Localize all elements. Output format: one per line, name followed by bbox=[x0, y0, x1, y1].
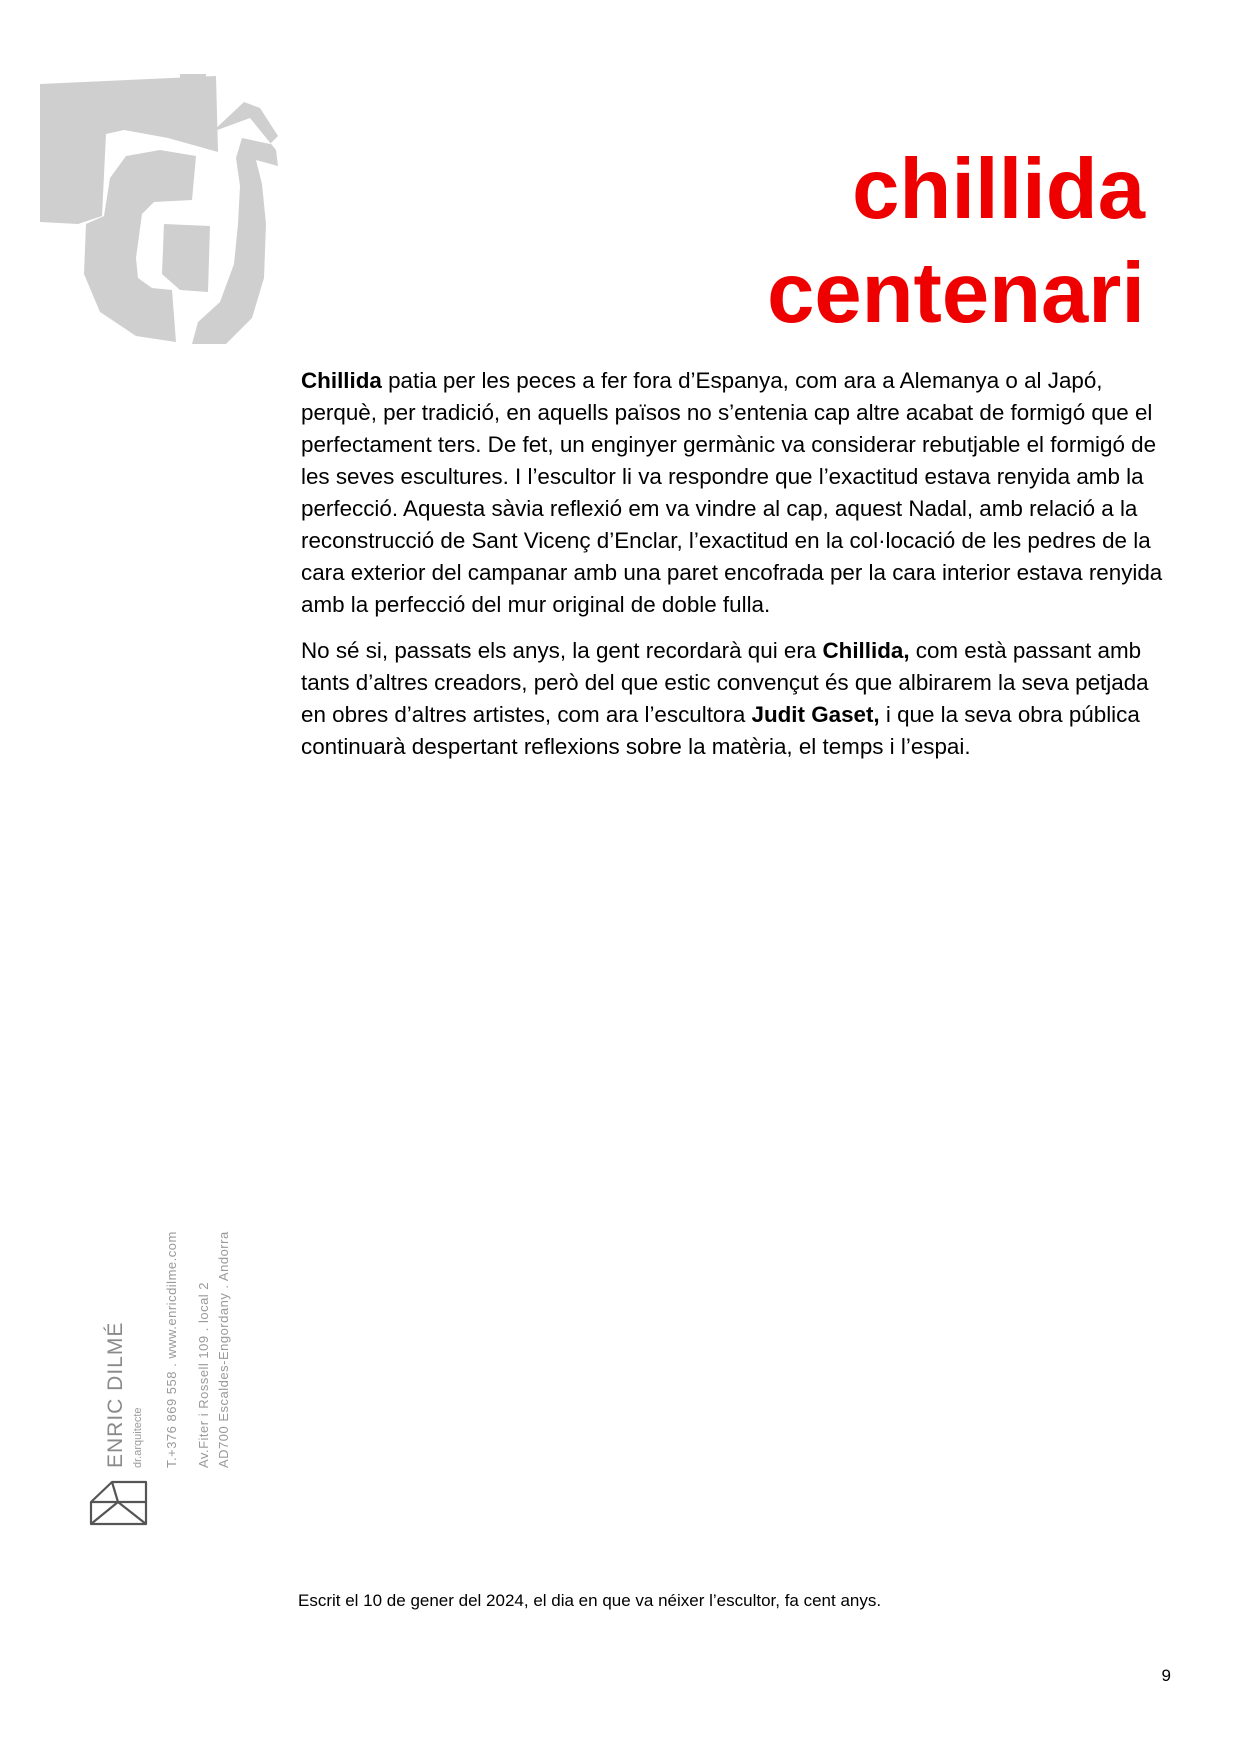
paragraph-text: No sé si, passats els anys, la gent recordarà qui era bbox=[301, 638, 823, 663]
paragraph-1 bbox=[301, 365, 1171, 621]
paragraph-text: i que la seva obra pública continuarà despertant reflexions sobre la matèria, el temps i l’espai. bbox=[301, 702, 1140, 759]
bold-name: Judit Gaset, bbox=[751, 702, 880, 727]
paragraph-text: com està passant amb tants d’altres creadors, però del que estic convençut és que albirarem la seva petjada en obres d’altres artistes, com ara l’escultora bbox=[301, 638, 1149, 727]
city-line: AD700 Escaldes-Engordany . Andorra bbox=[216, 1231, 231, 1468]
contact-line: T.+376 869 558 . www.enricdilme.com bbox=[164, 1231, 179, 1468]
bold-name: Chillida bbox=[301, 368, 382, 393]
footnote: Escrit el 10 de gener del 2024, el dia en que va néixer l’escultor, fa cent anys. bbox=[298, 1591, 882, 1610]
article-body bbox=[301, 365, 1171, 777]
page-title bbox=[767, 138, 1145, 346]
sculpture-logo-icon bbox=[40, 74, 312, 346]
title-line-2: centenari bbox=[767, 246, 1145, 341]
title-line-1: chillida bbox=[852, 142, 1145, 237]
paragraph-2 bbox=[301, 635, 1171, 763]
paragraph-text: patia per les peces a fer fora d’Espanya, com ara a Alemanya o al Japó, perquè, per tradició, en aquells països no s’entenia cap altre acabat de formigó que el perfectament ters. De fet, un enginyer germànic va considerar rebutjable el formigó de les seves escultures. I l’escultor li va respondre que l’exactitud estava renyida amb la perfecció. Aquesta sàvia reflexió em va vindre al cap, aquest Nadal, amb relació a la reconstrucció de Sant Vicenç d’Enclar, l’exactitud en la col·locació de les pedres de la cara exterior del campanar amb una paret encofrada per la cara interior estava renyida amb la perfecció del mur original de doble fulla. bbox=[301, 368, 1163, 617]
architect-letterhead bbox=[84, 1200, 254, 1530]
address-line: Av.Fiter i Rossell 109 . local 2 bbox=[196, 1281, 211, 1468]
house-outline-icon bbox=[88, 1478, 150, 1526]
architect-role: dr.arquitecte bbox=[132, 1407, 144, 1468]
page-number: 9 bbox=[1161, 1666, 1171, 1685]
bold-name: Chillida, bbox=[822, 638, 910, 663]
architect-name: ENRIC DILMÉ bbox=[104, 1321, 127, 1468]
